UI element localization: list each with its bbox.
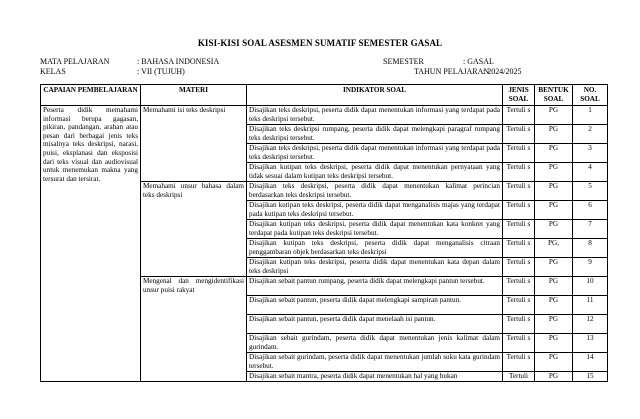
jenis-cell: Tertuli s bbox=[503, 315, 535, 334]
indikator-cell: Disajikan kutipan teks deskripsi, peserta didik dapat menentukan pernyataan yang tidak sesuai dalam kutipan teks deskripsi tersebut. bbox=[247, 163, 503, 182]
indikator-cell: Disajikan sebait gurindam, peserta didik dapat menentukan jenis kalimat dalam gurindam. bbox=[247, 334, 503, 353]
no-cell: 15 bbox=[573, 372, 608, 382]
jenis-cell: Tertuli bbox=[503, 372, 535, 382]
bentuk-cell: PG bbox=[535, 296, 573, 315]
kisi-kisi-table bbox=[40, 84, 608, 382]
bentuk-cell: PG bbox=[535, 372, 573, 382]
jenis-cell: Tertuli s bbox=[503, 334, 535, 353]
bentuk-cell: PG bbox=[535, 201, 573, 220]
mapel-value: : BAHASA INDONESIA bbox=[137, 57, 220, 66]
no-cell: 10 bbox=[573, 277, 608, 296]
no-cell: 13 bbox=[573, 334, 608, 353]
indikator-cell: Disajikan kutipan teks deskripsi, peserta didik dapat menganalisis majas yang terdapat pada kutipan teks deskripsi tersebut. bbox=[247, 201, 503, 220]
jenis-cell: Tertuli s bbox=[503, 353, 535, 372]
tahun-label: TAHUN PELAJARAN bbox=[414, 67, 490, 76]
jenis-cell: Tertuli s bbox=[503, 144, 535, 163]
no-cell: 5 bbox=[573, 182, 608, 201]
mapel-label: MATA PELAJARAN bbox=[40, 57, 110, 66]
jenis-cell: Tertuli s bbox=[503, 258, 535, 277]
indikator-cell: Disajikan kutipan teks deskripsi, peserta didik dapat menentukan kata konkret yang terdapat pada kutipan teks deskripsi tersebut. bbox=[247, 220, 503, 239]
bentuk-cell: PG bbox=[535, 277, 573, 296]
materi-cell: Memahami isi teks deskripsi bbox=[141, 106, 247, 182]
semester-label: SEMESTER bbox=[383, 57, 424, 66]
kelas-value: : VII (TUJUH) bbox=[137, 67, 185, 76]
jenis-cell: Tertuli s bbox=[503, 220, 535, 239]
header-materi: MATERI bbox=[141, 85, 247, 106]
jenis-cell: Tertuli s bbox=[503, 201, 535, 220]
bentuk-cell: PG bbox=[535, 106, 573, 125]
no-cell: 4 bbox=[573, 163, 608, 182]
header-indikator: INDIKATOR SOAL bbox=[247, 85, 503, 106]
indikator-cell: Disajikan sebait pantun rumpang, peserta didik dapat melengkapi pantun tersebut. bbox=[247, 277, 503, 296]
bentuk-cell: PG bbox=[535, 182, 573, 201]
bentuk-cell: PG bbox=[535, 163, 573, 182]
indikator-cell: Disajikan sebait pantun, peserta didik dapat menelaah isi pantun. bbox=[247, 315, 503, 334]
no-cell: 7 bbox=[573, 220, 608, 239]
indikator-cell: Disajikan teks deskripsi, peserta didik dapat menentukan kalimat perincian berdasarkan teks deskripsi tersebut. bbox=[247, 182, 503, 201]
no-cell: 3 bbox=[573, 144, 608, 163]
bentuk-cell: PG bbox=[535, 315, 573, 334]
jenis-cell: Tertuli s bbox=[503, 163, 535, 182]
no-cell: 8 bbox=[573, 239, 608, 258]
no-cell: 1 bbox=[573, 106, 608, 125]
semester-value: : GASAL bbox=[463, 57, 494, 66]
bentuk-cell: PG, bbox=[535, 239, 573, 258]
jenis-cell: Tertuli s bbox=[503, 125, 535, 144]
no-cell: 14 bbox=[573, 353, 608, 372]
indikator-cell: Disajikan kutipan teks deskripsi, peserta didik dapat menganalisis citraan penggambaran objek berdasarkan teks deskripsi bbox=[247, 239, 503, 258]
kelas-label: KELAS bbox=[40, 67, 66, 76]
bentuk-cell: PG bbox=[535, 144, 573, 163]
no-cell: 6 bbox=[573, 201, 608, 220]
indikator-cell: Disajikan sebait mantra, peserta didik dapat menentukan hal yang bukan bbox=[247, 372, 503, 382]
materi-cell: Memahami unsur bahasa dalam teks deskripsi bbox=[141, 182, 247, 277]
capaian-cell: Peserta didik memahami informasi berupa gagasan, pikiran, pandangan, arahan atau pesan dari berbagai jenis teks misalnya teks deskripsi, narasi, puisi, eksplanasi dan eksposisi dari teks visual dan audiovisual untuk menemukan makna yang tersurat dan tersirat. bbox=[41, 106, 141, 382]
document-title: KISI-KISI SOAL ASESMEN SUMATIF SEMESTER GASAL bbox=[197, 38, 443, 48]
materi-cell: Mengenal dan mengidentifikasi unsur puisi rakyat bbox=[141, 277, 247, 382]
tahun-value: : 2024/2025 bbox=[483, 67, 522, 76]
indikator-cell: Disajikan sebait pantun, peserta didik dapat melengkapi sampiran pantun. bbox=[247, 296, 503, 315]
no-cell: 9 bbox=[573, 258, 608, 277]
indikator-cell: Disajikan kutipan teks deskripsi, peserta didik dapat menentukan kata depan dalam teks deskripsi bbox=[247, 258, 503, 277]
header-jenis: JENIS SOAL bbox=[503, 85, 535, 106]
bentuk-cell: PG bbox=[535, 220, 573, 239]
no-cell: 12 bbox=[573, 315, 608, 334]
jenis-cell: Tertuli s bbox=[503, 277, 535, 296]
header-capaian: CAPAIAN PEMBELAJARAN bbox=[41, 85, 141, 106]
jenis-cell: Tertuli s bbox=[503, 239, 535, 258]
jenis-cell: Tertuli s bbox=[503, 182, 535, 201]
no-cell: 11 bbox=[573, 296, 608, 315]
bentuk-cell: PG bbox=[535, 334, 573, 353]
table-row bbox=[41, 106, 608, 125]
indikator-cell: Disajikan teks deskripsi rumpang, peserta didik dapat melengkapi paragraf rumpang teks deskripsi tersebut. bbox=[247, 125, 503, 144]
header-bentuk: BENTUK SOAL bbox=[535, 85, 573, 106]
bentuk-cell: PG bbox=[535, 258, 573, 277]
indikator-cell: Disajikan teks deskripsi, peserta didik dapat menentukan informasi yang terdapat pada teks deskripsi tersebut. bbox=[247, 144, 503, 163]
no-cell: 2 bbox=[573, 125, 608, 144]
jenis-cell: Tertuli s bbox=[503, 106, 535, 125]
jenis-cell: Tertuli s bbox=[503, 296, 535, 315]
bentuk-cell: PG bbox=[535, 125, 573, 144]
header-no: NO. SOAL bbox=[573, 85, 608, 106]
indikator-cell: Disajikan teks deskripsi, peserta didik dapat menentukan informasi yang terdapat pada teks deskripsi tersebut. bbox=[247, 106, 503, 125]
indikator-cell: Disajikan sebait gurindam, peserta didik dapat menentukan jumlah suku kata gurindam tersebut. bbox=[247, 353, 503, 372]
bentuk-cell: PG bbox=[535, 353, 573, 372]
